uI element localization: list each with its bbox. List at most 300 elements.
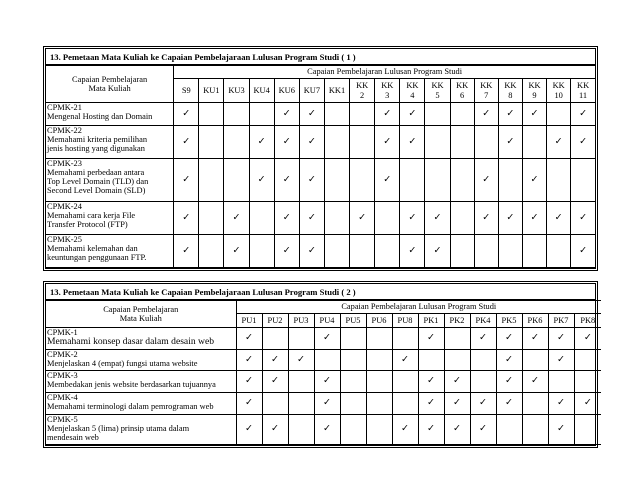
mapping-cell bbox=[444, 415, 470, 445]
mapping-cell bbox=[224, 202, 249, 235]
column-header: KK 5 bbox=[425, 79, 450, 103]
mapping-cell bbox=[522, 415, 548, 445]
mapping-cell bbox=[340, 415, 366, 445]
mapping-cell bbox=[262, 371, 288, 393]
check-icon: ✓ bbox=[232, 211, 241, 223]
mapping-cell bbox=[288, 393, 314, 415]
mapping-cell bbox=[392, 328, 418, 350]
check-icon: ✓ bbox=[479, 397, 487, 409]
check-icon: ✓ bbox=[505, 332, 513, 344]
mapping-cell bbox=[288, 371, 314, 393]
check-icon: ✓ bbox=[530, 107, 539, 119]
mapping-cell bbox=[400, 126, 425, 159]
mapping-cell bbox=[470, 415, 496, 445]
check-icon: ✓ bbox=[482, 173, 491, 185]
mapping-cell bbox=[400, 235, 425, 268]
column-header: PK6 bbox=[522, 314, 548, 328]
mapping-cell bbox=[418, 393, 444, 415]
mapping-cell bbox=[522, 126, 546, 159]
mapping-cell bbox=[199, 202, 224, 235]
mapping-cell bbox=[199, 235, 224, 268]
mapping-cell bbox=[199, 103, 224, 126]
check-icon: ✓ bbox=[182, 244, 191, 256]
check-icon: ✓ bbox=[182, 135, 191, 147]
check-icon: ✓ bbox=[530, 211, 539, 223]
check-icon: ✓ bbox=[453, 375, 461, 387]
mapping-cell bbox=[571, 126, 595, 159]
row-label: CPMK-1 Memahami konsep dasar dalam desain web bbox=[46, 328, 236, 350]
check-icon: ✓ bbox=[557, 423, 565, 435]
mapping-cell bbox=[574, 350, 601, 371]
mapping-cell bbox=[174, 126, 199, 159]
table-title: 13. Pemetaan Mata Kuliah ke Capaian Pembelajaraan Lulusan Program Studi ( 1 ) bbox=[46, 49, 595, 65]
group-header: Capaian Pembelajaran Lulusan Program Studi bbox=[174, 66, 595, 79]
mapping-cell bbox=[236, 415, 262, 445]
mapping-cell bbox=[571, 235, 595, 268]
mapping-cell bbox=[324, 159, 349, 202]
check-icon: ✓ bbox=[323, 423, 331, 435]
column-header: KU6 bbox=[274, 79, 299, 103]
mapping-cell bbox=[574, 328, 601, 350]
column-header: S9 bbox=[174, 79, 199, 103]
mapping-cell bbox=[288, 328, 314, 350]
column-header: PU1 bbox=[236, 314, 262, 328]
mapping-cell bbox=[314, 350, 340, 371]
mapping-cell bbox=[375, 235, 400, 268]
row-label: CPMK-22 Memahami kriteria pemilihan jenis hosting yang digunakan bbox=[46, 126, 174, 159]
table-row bbox=[46, 235, 595, 268]
mapping-cell bbox=[450, 126, 474, 159]
check-icon: ✓ bbox=[530, 173, 539, 185]
check-icon: ✓ bbox=[531, 375, 539, 387]
mapping-cell bbox=[314, 371, 340, 393]
check-icon: ✓ bbox=[482, 107, 491, 119]
mapping-cell bbox=[547, 126, 571, 159]
mapping-cell bbox=[548, 371, 574, 393]
mapping-cell bbox=[496, 393, 522, 415]
check-icon: ✓ bbox=[245, 353, 253, 365]
mapping-cell bbox=[474, 103, 498, 126]
mapping-cell bbox=[314, 328, 340, 350]
mapping-cell bbox=[174, 235, 199, 268]
mapping-cell bbox=[574, 393, 601, 415]
mapping-cell bbox=[548, 415, 574, 445]
check-icon: ✓ bbox=[271, 375, 279, 387]
mapping-cell bbox=[350, 159, 375, 202]
mapping-cell bbox=[174, 103, 199, 126]
column-header: PU6 bbox=[366, 314, 392, 328]
mapping-cell bbox=[425, 126, 450, 159]
table-row bbox=[46, 159, 595, 202]
mapping-cell bbox=[274, 202, 299, 235]
mapping-cell bbox=[496, 350, 522, 371]
row-label: CPMK-25 Memahami kelemahan dan keuntungan penggunaan FTP. bbox=[46, 235, 174, 268]
check-icon: ✓ bbox=[232, 244, 241, 256]
mapping-cell bbox=[470, 393, 496, 415]
mapping-cell bbox=[236, 393, 262, 415]
check-icon: ✓ bbox=[433, 211, 442, 223]
mapping-cell bbox=[366, 350, 392, 371]
column-header: KU4 bbox=[249, 79, 274, 103]
mapping-cell bbox=[375, 103, 400, 126]
column-header: KK 9 bbox=[522, 79, 546, 103]
check-icon: ✓ bbox=[307, 135, 316, 147]
mapping-cell bbox=[450, 103, 474, 126]
check-icon: ✓ bbox=[579, 244, 588, 256]
check-icon: ✓ bbox=[557, 353, 565, 365]
mapping-cell bbox=[274, 235, 299, 268]
check-icon: ✓ bbox=[505, 397, 513, 409]
mapping-cell bbox=[522, 328, 548, 350]
check-icon: ✓ bbox=[297, 353, 305, 365]
mapping-cell bbox=[400, 159, 425, 202]
row-label: CPMK-24 Memahami cara kerja File Transfer Protocol (FTP) bbox=[46, 202, 174, 235]
check-icon: ✓ bbox=[182, 107, 191, 119]
mapping-table-1 bbox=[43, 46, 598, 271]
mapping-cell bbox=[450, 202, 474, 235]
mapping-cell bbox=[548, 328, 574, 350]
check-icon: ✓ bbox=[383, 173, 392, 185]
mapping-cell bbox=[522, 202, 546, 235]
check-icon: ✓ bbox=[408, 107, 417, 119]
mapping-cell bbox=[262, 415, 288, 445]
check-icon: ✓ bbox=[282, 173, 291, 185]
column-header: PK8 bbox=[574, 314, 601, 328]
check-icon: ✓ bbox=[505, 353, 513, 365]
mapping-cell bbox=[418, 415, 444, 445]
check-icon: ✓ bbox=[479, 423, 487, 435]
check-icon: ✓ bbox=[282, 107, 291, 119]
table-row bbox=[46, 415, 601, 445]
check-icon: ✓ bbox=[506, 135, 515, 147]
check-icon: ✓ bbox=[383, 107, 392, 119]
mapping-cell bbox=[174, 159, 199, 202]
check-icon: ✓ bbox=[282, 244, 291, 256]
check-icon: ✓ bbox=[307, 107, 316, 119]
mapping-cell bbox=[375, 159, 400, 202]
mapping-cell bbox=[299, 202, 324, 235]
column-header: PU8 bbox=[392, 314, 418, 328]
group-header: Capaian Pembelajaran Lulusan Program Studi bbox=[236, 301, 601, 314]
column-header: PU4 bbox=[314, 314, 340, 328]
mapping-cell bbox=[470, 371, 496, 393]
column-header: KK 11 bbox=[571, 79, 595, 103]
mapping-cell bbox=[571, 103, 595, 126]
column-header: KU1 bbox=[199, 79, 224, 103]
mapping-cell bbox=[418, 371, 444, 393]
column-header: PU3 bbox=[288, 314, 314, 328]
corner-header-line: Mata Kuliah bbox=[119, 314, 162, 323]
check-icon: ✓ bbox=[323, 375, 331, 387]
corner-header-line: Mata Kuliah bbox=[88, 84, 131, 93]
mapping-cell bbox=[496, 328, 522, 350]
mapping-cell bbox=[400, 202, 425, 235]
mapping-cell bbox=[522, 350, 548, 371]
column-header: KK 3 bbox=[375, 79, 400, 103]
mapping-cell bbox=[522, 103, 546, 126]
mapping-cell bbox=[392, 415, 418, 445]
mapping-cell bbox=[366, 371, 392, 393]
mapping-cell bbox=[249, 126, 274, 159]
mapping-cell bbox=[324, 202, 349, 235]
check-icon: ✓ bbox=[453, 397, 461, 409]
mapping-cell bbox=[444, 328, 470, 350]
table-row bbox=[46, 393, 601, 415]
check-icon: ✓ bbox=[554, 135, 563, 147]
check-icon: ✓ bbox=[307, 173, 316, 185]
check-icon: ✓ bbox=[482, 211, 491, 223]
mapping-cell bbox=[548, 350, 574, 371]
corner-header-line: Capaian Pembelajaran bbox=[72, 74, 148, 84]
mapping-cell bbox=[392, 393, 418, 415]
mapping-cell bbox=[444, 393, 470, 415]
check-icon: ✓ bbox=[427, 397, 435, 409]
table-row bbox=[46, 328, 601, 350]
column-header: PU2 bbox=[262, 314, 288, 328]
check-icon: ✓ bbox=[245, 375, 253, 387]
column-header: KU7 bbox=[299, 79, 324, 103]
mapping-cell bbox=[236, 328, 262, 350]
mapping-cell bbox=[350, 103, 375, 126]
table-title: 13. Pemetaan Mata Kuliah ke Capaian Pembelajaraan Lulusan Program Studi ( 2 ) bbox=[46, 284, 595, 300]
check-icon: ✓ bbox=[583, 397, 592, 409]
column-header: PK7 bbox=[548, 314, 574, 328]
table-body bbox=[46, 103, 595, 268]
check-icon: ✓ bbox=[401, 353, 409, 365]
mapping-cell bbox=[174, 202, 199, 235]
mapping-cell bbox=[224, 235, 249, 268]
mapping-cell bbox=[547, 159, 571, 202]
mapping-cell bbox=[288, 350, 314, 371]
column-header: PK1 bbox=[418, 314, 444, 328]
mapping-cell bbox=[498, 202, 522, 235]
mapping-cell bbox=[474, 202, 498, 235]
mapping-cell bbox=[288, 415, 314, 445]
check-icon: ✓ bbox=[282, 135, 291, 147]
column-header: PK2 bbox=[444, 314, 470, 328]
mapping-cell bbox=[392, 350, 418, 371]
check-icon: ✓ bbox=[453, 423, 461, 435]
check-icon: ✓ bbox=[323, 397, 331, 409]
check-icon: ✓ bbox=[505, 375, 513, 387]
row-label: CPMK-23 Memahami perbedaan antara Top Level Domain (TLD) dan Second Level Domain (SLD) bbox=[46, 159, 174, 202]
mapping-cell bbox=[470, 350, 496, 371]
mapping-cell bbox=[474, 235, 498, 268]
mapping-cell bbox=[498, 103, 522, 126]
mapping-cell bbox=[324, 103, 349, 126]
table-row bbox=[46, 202, 595, 235]
mapping-cell bbox=[400, 103, 425, 126]
column-header: PK4 bbox=[470, 314, 496, 328]
mapping-cell bbox=[418, 328, 444, 350]
mapping-cell bbox=[366, 415, 392, 445]
check-icon: ✓ bbox=[271, 353, 279, 365]
mapping-cell bbox=[522, 371, 548, 393]
check-icon: ✓ bbox=[579, 135, 588, 147]
mapping-cell bbox=[236, 350, 262, 371]
mapping-cell bbox=[299, 235, 324, 268]
check-icon: ✓ bbox=[408, 135, 417, 147]
check-icon: ✓ bbox=[433, 244, 442, 256]
mapping-cell bbox=[470, 328, 496, 350]
mapping-cell bbox=[571, 202, 595, 235]
mapping-cell bbox=[340, 350, 366, 371]
mapping-cell bbox=[474, 159, 498, 202]
mapping-cell bbox=[199, 159, 224, 202]
check-icon: ✓ bbox=[408, 211, 417, 223]
mapping-cell bbox=[340, 371, 366, 393]
mapping-cell bbox=[324, 126, 349, 159]
check-icon: ✓ bbox=[282, 211, 291, 223]
check-icon: ✓ bbox=[506, 211, 515, 223]
table-row bbox=[46, 350, 601, 371]
mapping-cell bbox=[350, 202, 375, 235]
check-icon: ✓ bbox=[245, 397, 253, 409]
mapping-cell bbox=[324, 235, 349, 268]
mapping-cell bbox=[522, 393, 548, 415]
mapping-cell bbox=[299, 126, 324, 159]
mapping-cell bbox=[496, 415, 522, 445]
mapping-cell bbox=[425, 202, 450, 235]
mapping-cell bbox=[425, 103, 450, 126]
table-body bbox=[46, 328, 601, 445]
check-icon: ✓ bbox=[245, 423, 253, 435]
table-row bbox=[46, 103, 595, 126]
mapping-cell bbox=[418, 350, 444, 371]
check-icon: ✓ bbox=[557, 397, 565, 409]
mapping-cell bbox=[274, 159, 299, 202]
check-icon: ✓ bbox=[358, 211, 367, 223]
column-header: KK 2 bbox=[350, 79, 375, 103]
row-label: CPMK-5 Menjelaskan 5 (lima) prinsip utama dalam mendesain web bbox=[46, 415, 236, 445]
mapping-cell bbox=[299, 159, 324, 202]
mapping-cell bbox=[224, 159, 249, 202]
mapping-table-2 bbox=[43, 281, 598, 448]
check-icon: ✓ bbox=[583, 332, 592, 344]
mapping-cell bbox=[498, 159, 522, 202]
mapping-cell bbox=[498, 235, 522, 268]
mapping-cell bbox=[522, 235, 546, 268]
column-header: KK 6 bbox=[450, 79, 474, 103]
mapping-cell bbox=[547, 103, 571, 126]
mapping-cell bbox=[375, 202, 400, 235]
mapping-cell bbox=[571, 159, 595, 202]
mapping-cell bbox=[522, 159, 546, 202]
check-icon: ✓ bbox=[182, 173, 191, 185]
column-header: KU3 bbox=[224, 79, 249, 103]
mapping-cell bbox=[366, 328, 392, 350]
check-icon: ✓ bbox=[579, 107, 588, 119]
mapping-cell bbox=[392, 371, 418, 393]
mapping-cell bbox=[236, 371, 262, 393]
column-header: KK 4 bbox=[400, 79, 425, 103]
corner-header bbox=[46, 66, 174, 103]
mapping-cell bbox=[498, 126, 522, 159]
check-icon: ✓ bbox=[307, 244, 316, 256]
row-label: CPMK-3 Membedakan jenis website berdasarkan tujuannya bbox=[46, 371, 236, 393]
row-label: CPMK-21 Mengenal Hosting dan Domain bbox=[46, 103, 174, 126]
row-label: CPMK-2 Menjelaskan 4 (empat) fungsi utama website bbox=[46, 350, 236, 371]
check-icon: ✓ bbox=[557, 332, 565, 344]
mapping-cell bbox=[299, 103, 324, 126]
mapping-cell bbox=[450, 159, 474, 202]
mapping-cell bbox=[366, 393, 392, 415]
mapping-cell bbox=[249, 235, 274, 268]
check-icon: ✓ bbox=[554, 211, 563, 223]
mapping-cell bbox=[547, 202, 571, 235]
mapping-cell bbox=[274, 126, 299, 159]
mapping-cell bbox=[262, 350, 288, 371]
check-icon: ✓ bbox=[383, 135, 392, 147]
table-row bbox=[46, 126, 595, 159]
mapping-cell bbox=[340, 393, 366, 415]
mapping-cell bbox=[574, 415, 601, 445]
mapping-cell bbox=[262, 328, 288, 350]
check-icon: ✓ bbox=[307, 211, 316, 223]
check-icon: ✓ bbox=[257, 173, 266, 185]
check-icon: ✓ bbox=[245, 332, 253, 344]
column-header: KK 7 bbox=[474, 79, 498, 103]
check-icon: ✓ bbox=[531, 332, 539, 344]
mapping-cell bbox=[547, 235, 571, 268]
mapping-cell bbox=[249, 202, 274, 235]
mapping-cell bbox=[350, 126, 375, 159]
check-icon: ✓ bbox=[579, 211, 588, 223]
mapping-cell bbox=[425, 159, 450, 202]
mapping-cell bbox=[444, 371, 470, 393]
mapping-cell bbox=[249, 159, 274, 202]
check-icon: ✓ bbox=[427, 423, 435, 435]
mapping-cell bbox=[314, 415, 340, 445]
mapping-grid bbox=[46, 300, 601, 445]
mapping-cell bbox=[548, 393, 574, 415]
check-icon: ✓ bbox=[479, 332, 487, 344]
column-header: KK1 bbox=[324, 79, 349, 103]
check-icon: ✓ bbox=[427, 375, 435, 387]
column-header: PK5 bbox=[496, 314, 522, 328]
column-header: KK 8 bbox=[498, 79, 522, 103]
corner-header bbox=[46, 301, 236, 328]
mapping-cell bbox=[224, 126, 249, 159]
mapping-cell bbox=[224, 103, 249, 126]
check-icon: ✓ bbox=[427, 332, 435, 344]
mapping-cell bbox=[274, 103, 299, 126]
column-header: KK 10 bbox=[547, 79, 571, 103]
column-header: PU5 bbox=[340, 314, 366, 328]
mapping-grid bbox=[46, 65, 595, 268]
check-icon: ✓ bbox=[257, 135, 266, 147]
mapping-cell bbox=[340, 328, 366, 350]
mapping-cell bbox=[444, 350, 470, 371]
mapping-cell bbox=[375, 126, 400, 159]
mapping-cell bbox=[425, 235, 450, 268]
check-icon: ✓ bbox=[323, 332, 331, 344]
mapping-cell bbox=[262, 393, 288, 415]
check-icon: ✓ bbox=[271, 423, 279, 435]
check-icon: ✓ bbox=[506, 107, 515, 119]
mapping-cell bbox=[249, 103, 274, 126]
mapping-cell bbox=[199, 126, 224, 159]
mapping-cell bbox=[314, 393, 340, 415]
mapping-cell bbox=[450, 235, 474, 268]
mapping-cell bbox=[496, 371, 522, 393]
check-icon: ✓ bbox=[401, 423, 409, 435]
check-icon: ✓ bbox=[408, 244, 417, 256]
row-label: CPMK-4 Memahami terminologi dalam pemrograman web bbox=[46, 393, 236, 415]
check-icon: ✓ bbox=[182, 211, 191, 223]
corner-header-line: Capaian Pembelajaran bbox=[103, 304, 179, 314]
mapping-cell bbox=[474, 126, 498, 159]
